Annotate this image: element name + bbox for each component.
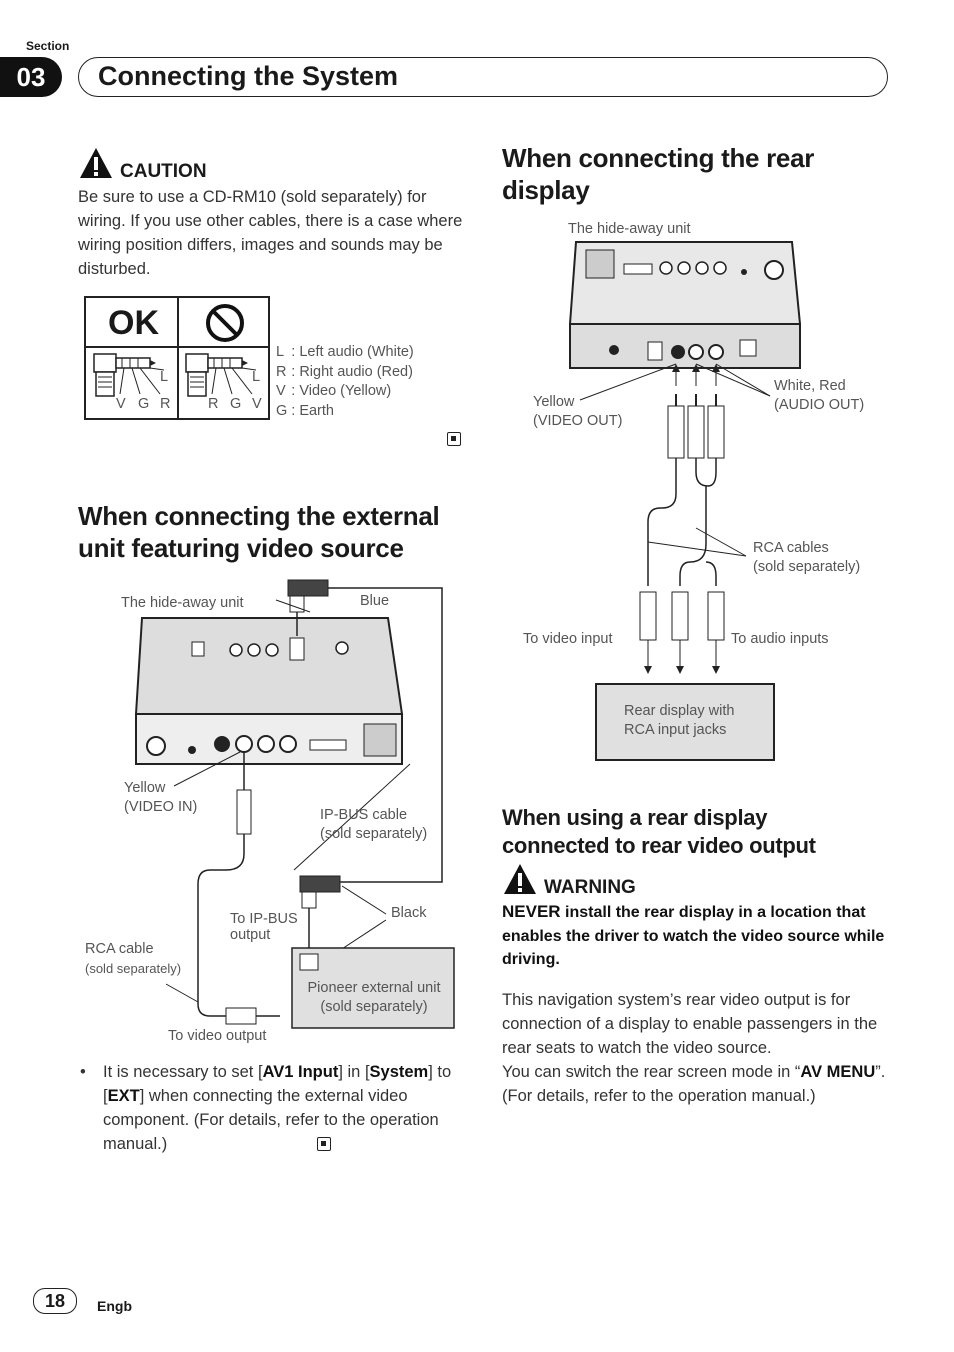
rear-label-whitered: White, Red (AUDIO OUT): [774, 378, 865, 413]
ext-label-tovideoout: To video output: [168, 1028, 267, 1044]
ng-letter-g: G: [230, 396, 242, 412]
warning-icon: [502, 862, 538, 896]
caution-icon: [78, 146, 114, 180]
external-heading: When connecting the external unit featuring video source: [78, 501, 440, 563]
section-number-badge: 03: [0, 57, 62, 97]
prohibited-icon: [204, 302, 246, 344]
caution-text: Be sure to use a CD-RM10 (sold separately) for wiring. If you use other cables, there is a case where wiring position differs, images and sounds may be disturbed.: [78, 188, 463, 278]
rear-heading: When connecting the rear display: [502, 143, 815, 205]
page-title: Connecting the System: [98, 61, 399, 91]
ok-letter-v: V: [116, 396, 126, 412]
plug-legend: [276, 343, 418, 421]
page-number: 18: [33, 1288, 77, 1314]
ng-letter-v: V: [252, 396, 262, 412]
rear-label-rca: RCA cables (sold separately): [753, 540, 861, 575]
rear-output-heading: When using a rear display connected to rear video output: [502, 805, 816, 858]
rear-label-tovideo: To video input: [523, 631, 613, 647]
end-mark-icon: [317, 1137, 331, 1151]
rear-output-paragraph: This navigation system’s rear video output is for connection of a display to enable passengers in the rear seats to watch the video source. You can switch the rear screen mode in “AV MENU”. (For details, refer to the operation manual.): [502, 991, 886, 1105]
ext-label-rca: RCA cable (sold separately): [85, 941, 182, 976]
rear-label-display: Rear display with RCA input jacks: [624, 703, 735, 738]
ext-label-toipbus: To IP-BUS output: [230, 911, 298, 943]
legend-row: L : Left audio (White): [276, 344, 414, 360]
ok-letter-r: R: [160, 396, 171, 412]
rear-connection-diagram: [520, 236, 880, 766]
legend-row: G : Earth: [276, 402, 334, 419]
legend-row: V : Video (Yellow): [276, 383, 392, 399]
end-mark-icon: [447, 432, 461, 446]
ok-letter-l: L: [160, 369, 169, 385]
section-label: Section: [26, 39, 70, 53]
legend-row: R : Right audio (Red): [276, 363, 413, 380]
ng-letter-l: L: [252, 369, 261, 385]
rear-label-hideaway: The hide-away unit: [568, 221, 691, 237]
ext-label-blue: Blue: [360, 593, 390, 609]
warning-title: WARNING: [544, 877, 636, 898]
language-code: Engb: [97, 1298, 132, 1314]
ok-letter-g: G: [138, 396, 150, 412]
rear-label-yellow: Yellow (VIDEO OUT): [533, 394, 623, 429]
ng-letter-r: R: [208, 396, 219, 412]
ok-label: OK: [108, 304, 159, 342]
ext-label-pioneer: Pioneer external unit (sold separately): [307, 980, 441, 1015]
ext-label-hideaway: The hide-away unit: [121, 595, 244, 611]
rear-label-toaudio: To audio inputs: [731, 631, 829, 647]
av1-input-bullet: • It is necessary to set [AV1 Input] in [System] to [EXT] when connecting the external video component. (For details, refer to the operation manual.): [80, 1063, 452, 1153]
ext-label-yellow: Yellow (VIDEO IN): [124, 780, 198, 815]
ext-label-ipbus: IP-BUS cable (sold separately): [320, 807, 428, 842]
caution-title: CAUTION: [120, 161, 207, 182]
warning-text: NEVER install the rear display in a location that enables the driver to watch the video source while driving.: [502, 902, 885, 968]
ext-label-black: Black: [391, 905, 427, 921]
plug-diagram: [84, 296, 270, 420]
